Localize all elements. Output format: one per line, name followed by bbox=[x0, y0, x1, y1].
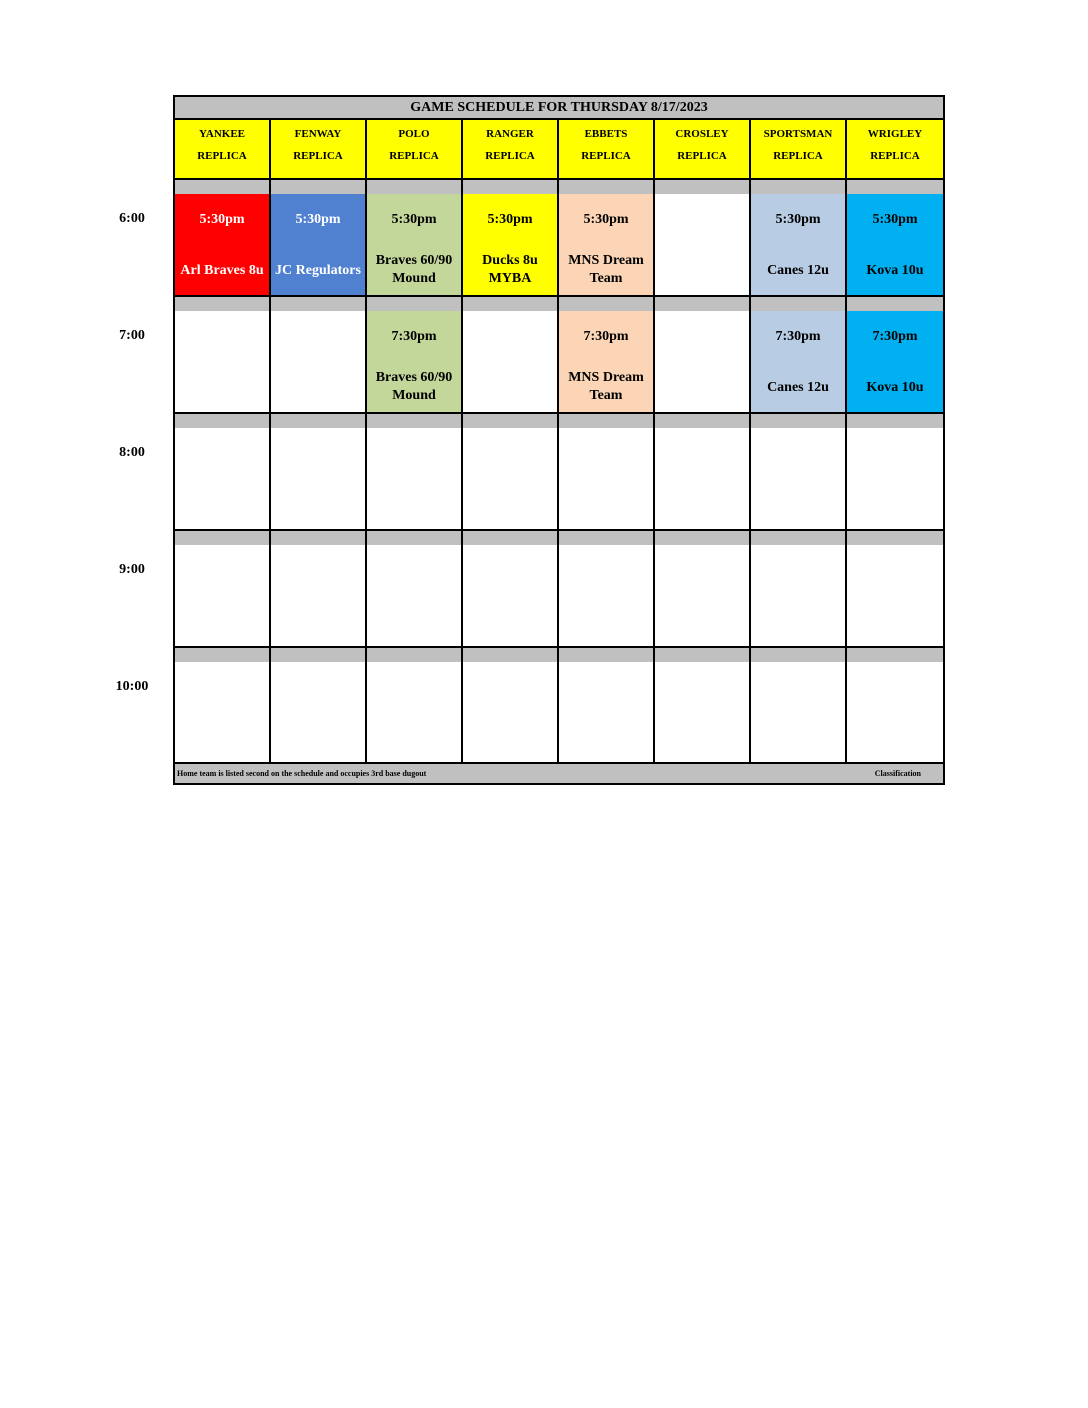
field-name: SPORTSMAN bbox=[763, 128, 833, 140]
game-cell bbox=[655, 545, 751, 646]
game-cell bbox=[463, 428, 559, 529]
game-time: 5:30pm bbox=[199, 212, 245, 227]
time-slot-row bbox=[175, 311, 943, 412]
game-cell bbox=[463, 194, 559, 295]
field-header-sportsman bbox=[751, 120, 847, 178]
game-cell bbox=[559, 545, 655, 646]
field-name: RANGER bbox=[486, 128, 534, 140]
field-header-ranger bbox=[463, 120, 559, 178]
field-sub: REPLICA bbox=[389, 150, 439, 162]
field-name: WRIGLEY bbox=[867, 128, 923, 140]
separator-cell bbox=[751, 297, 847, 311]
game-cell bbox=[655, 311, 751, 412]
time-slot-row bbox=[175, 545, 943, 646]
time-slot-row bbox=[175, 428, 943, 529]
separator-cell bbox=[175, 180, 271, 194]
field-name: FENWAY bbox=[294, 128, 342, 140]
time-label-9: 9:00 bbox=[119, 562, 145, 577]
game-team: Canes 12u bbox=[767, 380, 829, 395]
separator-cell bbox=[655, 297, 751, 311]
game-cell bbox=[271, 428, 367, 529]
separator-cell bbox=[751, 648, 847, 662]
field-sub: REPLICA bbox=[677, 150, 727, 162]
game-time: 5:30pm bbox=[295, 212, 341, 227]
game-cell bbox=[271, 545, 367, 646]
game-time: 5:30pm bbox=[391, 212, 437, 227]
separator-cell bbox=[271, 648, 367, 662]
game-team: MNS Dream Team bbox=[568, 253, 644, 286]
separator-cell bbox=[175, 414, 271, 428]
field-header-fenway bbox=[271, 120, 367, 178]
separator-cell bbox=[463, 648, 559, 662]
game-cell bbox=[175, 194, 271, 295]
time-label-8: 8:00 bbox=[119, 445, 145, 460]
field-name: CROSLEY bbox=[675, 128, 729, 140]
separator-cell bbox=[367, 648, 463, 662]
game-time: 5:30pm bbox=[775, 212, 821, 227]
game-team: Arl Braves 8u bbox=[180, 263, 264, 278]
separator-cell bbox=[271, 297, 367, 311]
game-cell bbox=[559, 428, 655, 529]
separator-cell bbox=[655, 531, 751, 545]
game-cell bbox=[463, 662, 559, 763]
field-header-polo bbox=[367, 120, 463, 178]
game-cell bbox=[463, 545, 559, 646]
game-cell bbox=[655, 662, 751, 763]
game-cell bbox=[175, 311, 271, 412]
game-cell bbox=[367, 428, 463, 529]
game-cell bbox=[559, 311, 655, 412]
game-time: 5:30pm bbox=[487, 212, 533, 227]
game-cell bbox=[847, 428, 943, 529]
separator-cell bbox=[655, 180, 751, 194]
time-label-6: 6:00 bbox=[119, 211, 145, 226]
game-cell bbox=[751, 662, 847, 763]
separator-cell bbox=[751, 180, 847, 194]
game-cell bbox=[847, 545, 943, 646]
separator-cell bbox=[559, 414, 655, 428]
separator-cell bbox=[367, 414, 463, 428]
separator-cell bbox=[559, 531, 655, 545]
separator-cell bbox=[175, 648, 271, 662]
separator-cell bbox=[463, 180, 559, 194]
separator-cell bbox=[559, 648, 655, 662]
separator-cell bbox=[271, 531, 367, 545]
game-cell bbox=[751, 311, 847, 412]
game-cell bbox=[367, 311, 463, 412]
time-label-7: 7:00 bbox=[119, 328, 145, 343]
game-cell bbox=[559, 662, 655, 763]
time-slot-row bbox=[175, 194, 943, 295]
game-team: Canes 12u bbox=[767, 263, 829, 278]
game-cell bbox=[367, 194, 463, 295]
game-team: Braves 60/90 Mound bbox=[375, 253, 453, 286]
game-cell bbox=[271, 662, 367, 763]
field-header-wrigley bbox=[847, 120, 943, 178]
separator-cell bbox=[847, 180, 943, 194]
game-time: 7:30pm bbox=[583, 329, 629, 344]
game-cell bbox=[751, 428, 847, 529]
game-cell bbox=[655, 194, 751, 295]
time-slot-row bbox=[175, 662, 943, 763]
separator-cell bbox=[847, 297, 943, 311]
game-team: Kova 10u bbox=[866, 380, 924, 395]
field-sub: REPLICA bbox=[773, 150, 823, 162]
field-header-yankee bbox=[175, 120, 271, 178]
game-cell bbox=[847, 194, 943, 295]
separator-cell bbox=[175, 297, 271, 311]
game-time: 5:30pm bbox=[583, 212, 629, 227]
field-name: YANKEE bbox=[198, 128, 246, 140]
separator-cell bbox=[847, 414, 943, 428]
separator-cell bbox=[175, 531, 271, 545]
separator-cell bbox=[847, 531, 943, 545]
game-team: MNS Dream Team bbox=[568, 370, 644, 403]
separator-cell bbox=[271, 180, 367, 194]
separator-cell bbox=[751, 531, 847, 545]
separator-cell bbox=[847, 648, 943, 662]
game-cell bbox=[847, 311, 943, 412]
field-sub: REPLICA bbox=[870, 150, 920, 162]
field-header-crosley bbox=[655, 120, 751, 178]
separator-cell bbox=[463, 297, 559, 311]
field-name: EBBETS bbox=[584, 128, 628, 140]
game-cell bbox=[559, 194, 655, 295]
field-header-ebbets bbox=[559, 120, 655, 178]
separator-cell bbox=[655, 648, 751, 662]
game-cell bbox=[175, 428, 271, 529]
separator-cell bbox=[271, 414, 367, 428]
footer-bar bbox=[175, 762, 943, 783]
time-label-10: 10:00 bbox=[115, 679, 149, 694]
game-cell bbox=[751, 545, 847, 646]
field-name: POLO bbox=[398, 128, 430, 140]
field-header-row bbox=[175, 120, 943, 178]
game-team: JC Regulators bbox=[275, 263, 361, 278]
separator-cell bbox=[463, 414, 559, 428]
game-time: 7:30pm bbox=[872, 329, 918, 344]
footer-classification: Classification bbox=[874, 769, 921, 778]
game-cell bbox=[751, 194, 847, 295]
field-sub: REPLICA bbox=[581, 150, 631, 162]
separator-cell bbox=[367, 297, 463, 311]
game-time: 7:30pm bbox=[775, 329, 821, 344]
game-team: Ducks 8u MYBA bbox=[482, 253, 538, 286]
game-cell bbox=[367, 545, 463, 646]
game-cell bbox=[175, 545, 271, 646]
game-cell bbox=[655, 428, 751, 529]
separator-cell bbox=[367, 180, 463, 194]
separator-cell bbox=[655, 414, 751, 428]
game-cell bbox=[367, 662, 463, 763]
separator-cell bbox=[751, 414, 847, 428]
game-team: Kova 10u bbox=[866, 263, 924, 278]
game-time: 5:30pm bbox=[872, 212, 918, 227]
field-sub: REPLICA bbox=[293, 150, 343, 162]
game-time: 7:30pm bbox=[391, 329, 437, 344]
separator-cell bbox=[559, 297, 655, 311]
separator-cell bbox=[463, 531, 559, 545]
schedule-title: GAME SCHEDULE FOR THURSDAY 8/17/2023 bbox=[175, 97, 943, 120]
separator-cell bbox=[559, 180, 655, 194]
footer-note: Home team is listed second on the schedule and occupies 3rd base dugout bbox=[177, 769, 427, 778]
field-sub: REPLICA bbox=[197, 150, 247, 162]
separator-cell bbox=[367, 531, 463, 545]
game-cell bbox=[847, 662, 943, 763]
game-cell bbox=[271, 194, 367, 295]
game-cell bbox=[271, 311, 367, 412]
field-sub: REPLICA bbox=[485, 150, 535, 162]
game-team: Braves 60/90 Mound bbox=[375, 370, 453, 403]
game-cell bbox=[463, 311, 559, 412]
game-cell bbox=[175, 662, 271, 763]
schedule-table bbox=[173, 95, 945, 785]
